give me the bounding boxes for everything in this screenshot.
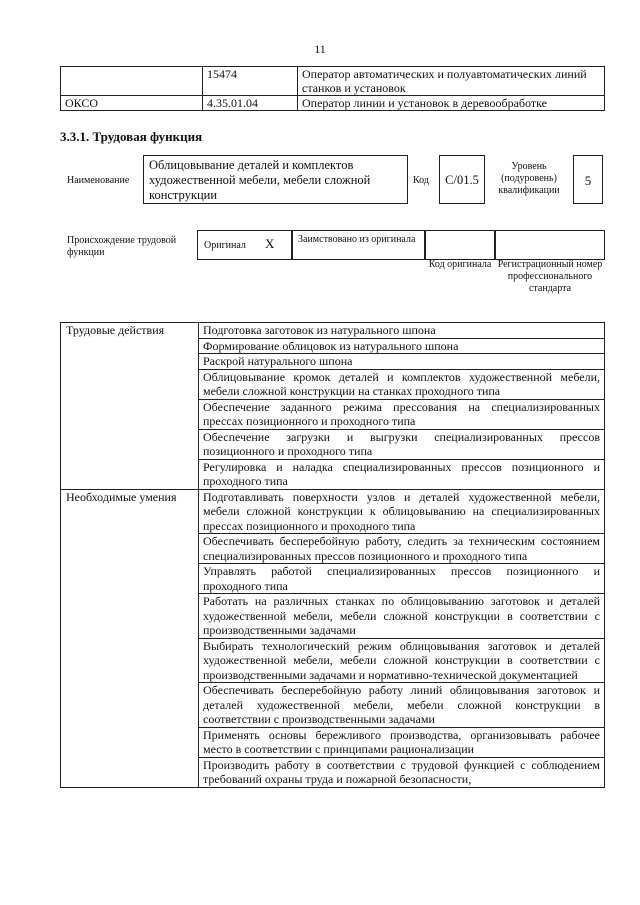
okso-cell-title: Оператор линии и установок в деревообработке — [298, 96, 605, 111]
code-label: Код — [413, 175, 429, 186]
table-row — [61, 67, 605, 96]
borrowed-cell — [292, 230, 425, 260]
list-item: Выбирать технологический режим облицовывания заготовок и деталей художественной мебели, мебели сложной конструкции в соответствии с производственными задачами и нормативно-технической документацией — [199, 638, 605, 683]
code-original-label: Код оригинала — [428, 259, 492, 270]
section-title: 3.3.1. Трудовая функция — [60, 129, 203, 144]
function-code: С/01.5 — [439, 155, 485, 204]
list-item: Обеспечивать бесперебойную работу, следить за техническим состоянием специализированных прессов позиционного и проходного типа — [199, 534, 605, 564]
reg-number-cell — [495, 230, 605, 260]
list-item: Раскрой натурального шпона — [199, 354, 605, 370]
code-original-cell — [425, 230, 495, 260]
list-item: Обеспечивать бесперебойную работу линий облицовывания заготовок и деталей художественной мебели, мебели сложной конструкции в соответствии с производственными задачами — [199, 683, 605, 728]
list-item: Производить работу в соответствии с трудовой функцией с соблюдением требований охраны труда и пожарной безопасности, — [199, 757, 605, 787]
function-table — [60, 322, 605, 788]
table-row — [61, 489, 605, 534]
original-label: Оригинал — [204, 240, 246, 251]
table-row — [61, 96, 605, 111]
origin-label: Происхождение трудовой функции — [67, 235, 177, 258]
function-name: Облицовывание деталей и комплектов художественной мебели, мебели сложной конструкции — [143, 155, 408, 204]
list-item: Обеспечение заданного режима прессования на специализированных прессах позиционного и проходного типа — [199, 399, 605, 429]
page-number: 11 — [314, 42, 326, 56]
list-item: Обеспечение загрузки и выгрузки специализированных прессов позиционного и проходного типа — [199, 429, 605, 459]
okso-cell-label — [61, 67, 203, 96]
table-row — [61, 323, 605, 339]
skills-label: Необходимые умения — [61, 489, 199, 787]
list-item: Облицовывание кромок деталей и комплектов художественной мебели, мебели сложной конструкции на станках проходного типа — [199, 369, 605, 399]
okso-table — [60, 66, 605, 111]
name-label: Наименование — [67, 175, 130, 186]
okso-cell-title: Оператор автоматических и полуавтоматических линий станков и установок — [298, 67, 605, 96]
borrowed-label: Заимствовано из оригинала — [298, 234, 416, 245]
reg-number-label: Регистрационный номер профессионального стандарта — [497, 259, 603, 294]
okso-cell-label: ОКСО — [61, 96, 203, 111]
labor-actions-label: Трудовые действия — [61, 323, 199, 490]
list-item: Управлять работой специализированных прессов позиционного и проходного типа — [199, 564, 605, 594]
level-label: Уровень (подуровень) квалификации — [498, 161, 560, 196]
list-item: Работать на различных станках по облицовыванию заготовок и деталей художественной мебели, мебели сложной конструкции в соответствии с производственными задачами — [199, 594, 605, 639]
list-item: Применять основы бережливого производства, организовывать рабочее место в соответствии с принципами рационализации — [199, 727, 605, 757]
okso-cell-code: 4.35.01.04 — [203, 96, 298, 111]
okso-cell-code: 15474 — [203, 67, 298, 96]
list-item: Подготавливать поверхности узлов и деталей художественной мебели, мебели сложной конструкции к облицовыванию на специализированных прессах позиционного и проходного типа — [199, 489, 605, 534]
list-item: Подготовка заготовок из натурального шпона — [199, 323, 605, 339]
qualification-level: 5 — [573, 155, 603, 204]
list-item: Регулировка и наладка специализированных прессов позиционного и проходного типа — [199, 459, 605, 489]
original-cell — [197, 230, 292, 260]
original-mark: X — [265, 236, 275, 251]
list-item: Формирование облицовок из натурального шпона — [199, 338, 605, 354]
